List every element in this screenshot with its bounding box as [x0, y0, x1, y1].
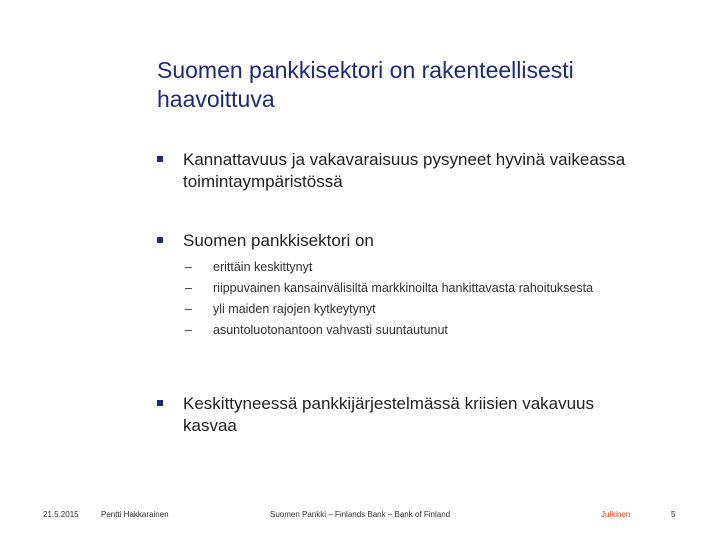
- bullet-item: [157, 230, 637, 252]
- sub-bullet-text: asuntoluotonantoon vahvasti suuntautunut: [213, 323, 448, 337]
- dash-marker: –: [185, 281, 192, 295]
- sub-bullet-item: [185, 280, 605, 297]
- footer-date: 21.5.2015: [43, 510, 79, 519]
- square-bullet-icon: [157, 400, 163, 406]
- sub-bullet-item: [185, 301, 605, 318]
- footer-author: Pentti Hakkarainen: [101, 510, 169, 519]
- slide-title: Suomen pankkisektori on rakenteellisesti haavoittuva: [157, 57, 574, 112]
- bullet-item: [157, 393, 637, 437]
- sub-bullet-list: [185, 259, 605, 343]
- sub-bullet-text: yli maiden rajojen kytkeytynyt: [213, 302, 376, 316]
- sub-bullet-item: [185, 259, 605, 276]
- bullet-text: Kannattavuus ja vakavaraisuus pysyneet hyvinä vaikeassa toimintaympäristössä: [183, 150, 626, 191]
- square-bullet-icon: [157, 156, 163, 162]
- bullet-text: Suomen pankkisektori on: [183, 231, 374, 250]
- footer-classification: Julkinen: [601, 510, 631, 519]
- sub-bullet-item: [185, 322, 605, 339]
- footer-bank-name: Suomen Pankki – Finlands Bank – Bank of Finland: [270, 510, 451, 519]
- dash-marker: –: [185, 323, 192, 337]
- dash-marker: –: [185, 302, 192, 316]
- bullet-text: Keskittyneessä pankkijärjestelmässä kriisien vakavuus kasvaa: [183, 394, 595, 435]
- footer-page-number: 5: [671, 510, 676, 519]
- bullet-item: [157, 149, 637, 193]
- dash-marker: –: [185, 260, 192, 274]
- square-bullet-icon: [157, 237, 163, 243]
- sub-bullet-text: erittäin keskittynyt: [213, 260, 313, 274]
- sub-bullet-text: riippuvainen kansainvälisiltä markkinoilta hankittavasta rahoituksesta: [213, 281, 594, 295]
